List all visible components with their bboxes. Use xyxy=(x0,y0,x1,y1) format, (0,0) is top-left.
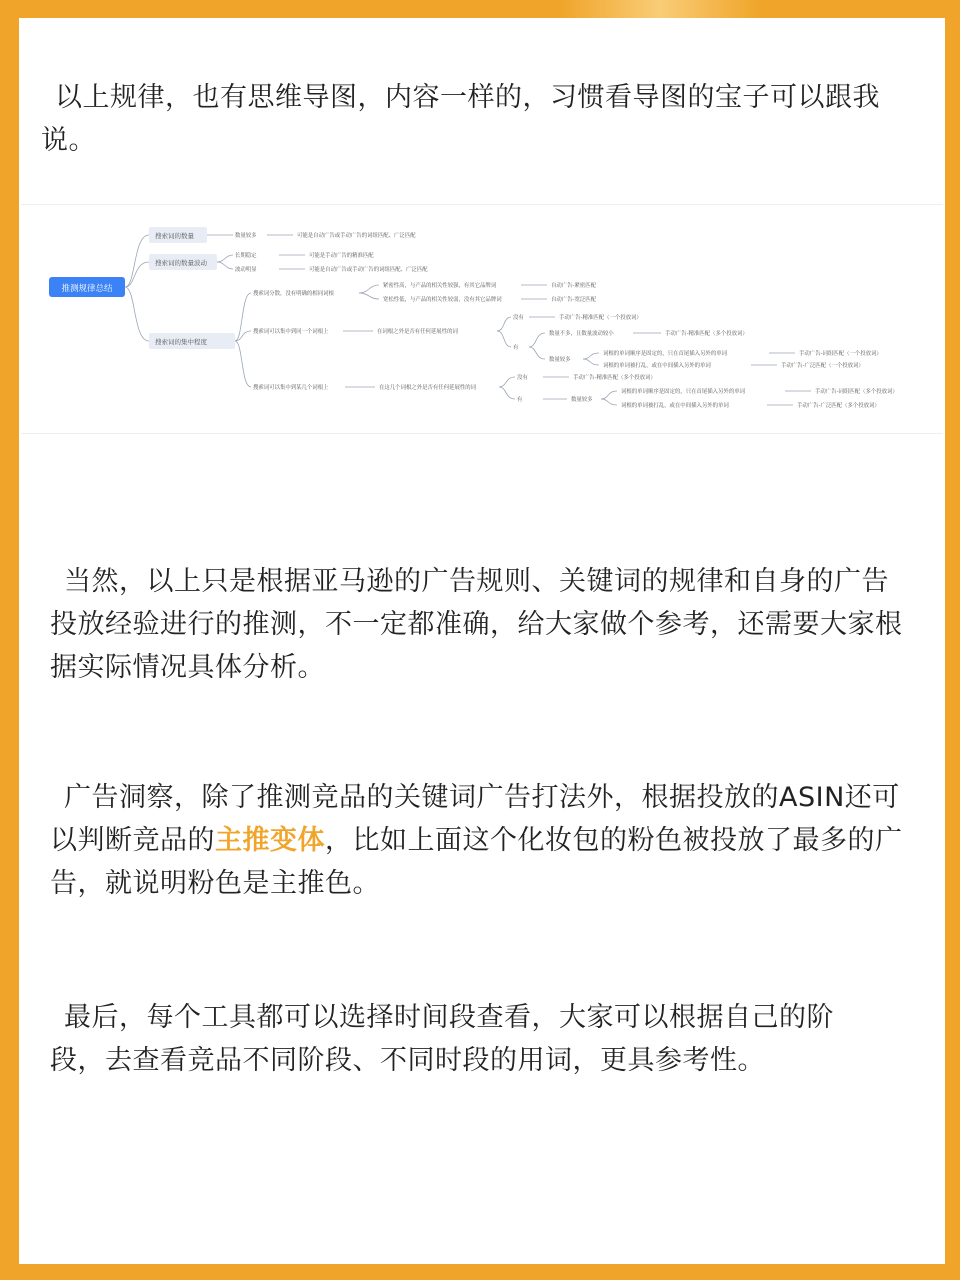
mindmap-node: 手动广告-精准匹配（多个投放词） xyxy=(573,375,656,381)
mindmap-node: 手动广告-精准匹配（多个投放词） xyxy=(665,331,748,337)
mindmap-image xyxy=(21,204,943,434)
paragraph-ad-insight xyxy=(50,776,912,905)
mindmap-node: 手动广告-广泛匹配（一个投放词） xyxy=(781,363,864,369)
mindmap-node: 手动广告-词组匹配（一个投放词） xyxy=(799,351,882,357)
mindmap-node: 数量不多，且数量波动较小 xyxy=(549,331,614,337)
mindmap-node: 手动广告-词组匹配（多个投放词） xyxy=(815,389,898,395)
mindmap-node: 没有 xyxy=(513,315,524,321)
mindmap-node: 在这几个词根之外是否有任何延展性的词 xyxy=(379,385,477,391)
mindmap-node: 可能是手动广告的精准匹配 xyxy=(309,253,374,259)
paragraph-ad-insight-text-end: ，比如上面这个化妆包的粉色被投放了最多的广告，就说明粉色是主推色。 xyxy=(50,825,903,899)
highlight-main-variant: 主推变体 xyxy=(215,825,325,856)
mindmap-node-b3: 搜索词的集中程度 xyxy=(155,338,207,346)
mindmap-node: 没有 xyxy=(517,375,528,381)
mindmap-root-label: 推测规律总结 xyxy=(61,284,113,294)
mindmap-node: 长期稳定 xyxy=(235,253,257,259)
mindmap-node: 在词根之外是否有任何延展性的词 xyxy=(377,329,458,335)
mindmap-node-b1: 搜索词的数量 xyxy=(155,232,194,240)
mindmap-node: 有 xyxy=(513,345,519,351)
mindmap-node: 数量较多 xyxy=(549,357,571,363)
mindmap-node: 波动明显 xyxy=(235,267,257,273)
paragraph-mindmap-note: 以上规律，也有思维导图，内容一样的，习惯看导图的宝子可以跟我说。 xyxy=(41,82,880,156)
paragraph-disclaimer: 当然，以上只是根据亚马逊的广告规则、关键词的规律和自身的广告投放经验进行的推测，不一定都准确，给大家做个参考，还需要大家根据实际情况具体分析。 xyxy=(50,566,903,683)
mindmap-node: 搜索词可以集中到同一个词根上 xyxy=(253,329,329,335)
mindmap-node: 词根的单词顺序是固定的，只在首尾插入另外的单词 xyxy=(621,389,745,395)
mindmap-node: 有 xyxy=(517,397,523,403)
mindmap-node: 紧密性高，与产品的相关性较强，有其它品牌词 xyxy=(383,283,497,289)
mindmap-node: 词根的单词顺序是固定的，只在首尾插入另外的单词 xyxy=(603,351,727,357)
paragraph-ad-insight-text: 广告洞察，除了推测竞品的关键词广告打法外，根据投放的ASIN还可以判断竞品的 xyxy=(50,782,900,856)
content-card xyxy=(19,18,945,1264)
mindmap-node: 数量较多 xyxy=(235,233,257,239)
paragraph-closing: 最后，每个工具都可以选择时间段查看，大家可以根据自己的阶段，去查看竞品不同阶段、不同时段的用词，更具参考性。 xyxy=(50,1002,834,1076)
mindmap-node: 数量较多 xyxy=(571,397,593,403)
mindmap-node: 宽松性低，与产品的相关性较弱，没有其它品牌词 xyxy=(383,297,502,303)
frame-decoration xyxy=(560,0,760,18)
mindmap-node: 词根的单词被打乱，或在中间插入另外的单词 xyxy=(603,363,711,369)
mindmap-node: 自动广告-宽泛匹配 xyxy=(551,297,597,303)
mindmap-node: 词根的单词被打乱，或在中间插入另外的单词 xyxy=(621,403,729,409)
mindmap-node: 自动广告-紧密匹配 xyxy=(551,283,597,289)
mindmap-node: 搜索词可以集中到某几个词根上 xyxy=(253,385,329,391)
mindmap-node-b2: 搜索词的数量波动 xyxy=(155,259,207,267)
mindmap-node: 搜索词分散，没有明确的相同词根 xyxy=(253,291,334,297)
mindmap-diagram xyxy=(21,205,943,433)
mindmap-node: 可能是自动广告或手动广告的词组匹配、广泛匹配 xyxy=(309,267,428,273)
mindmap-node: 手动广告-精准匹配（一个投放词） xyxy=(559,315,642,321)
mindmap-node: 可能是自动广告或手动广告的词组匹配、广泛匹配 xyxy=(297,233,416,239)
mindmap-node: 手动广告-广泛匹配（多个投放词） xyxy=(797,403,880,409)
